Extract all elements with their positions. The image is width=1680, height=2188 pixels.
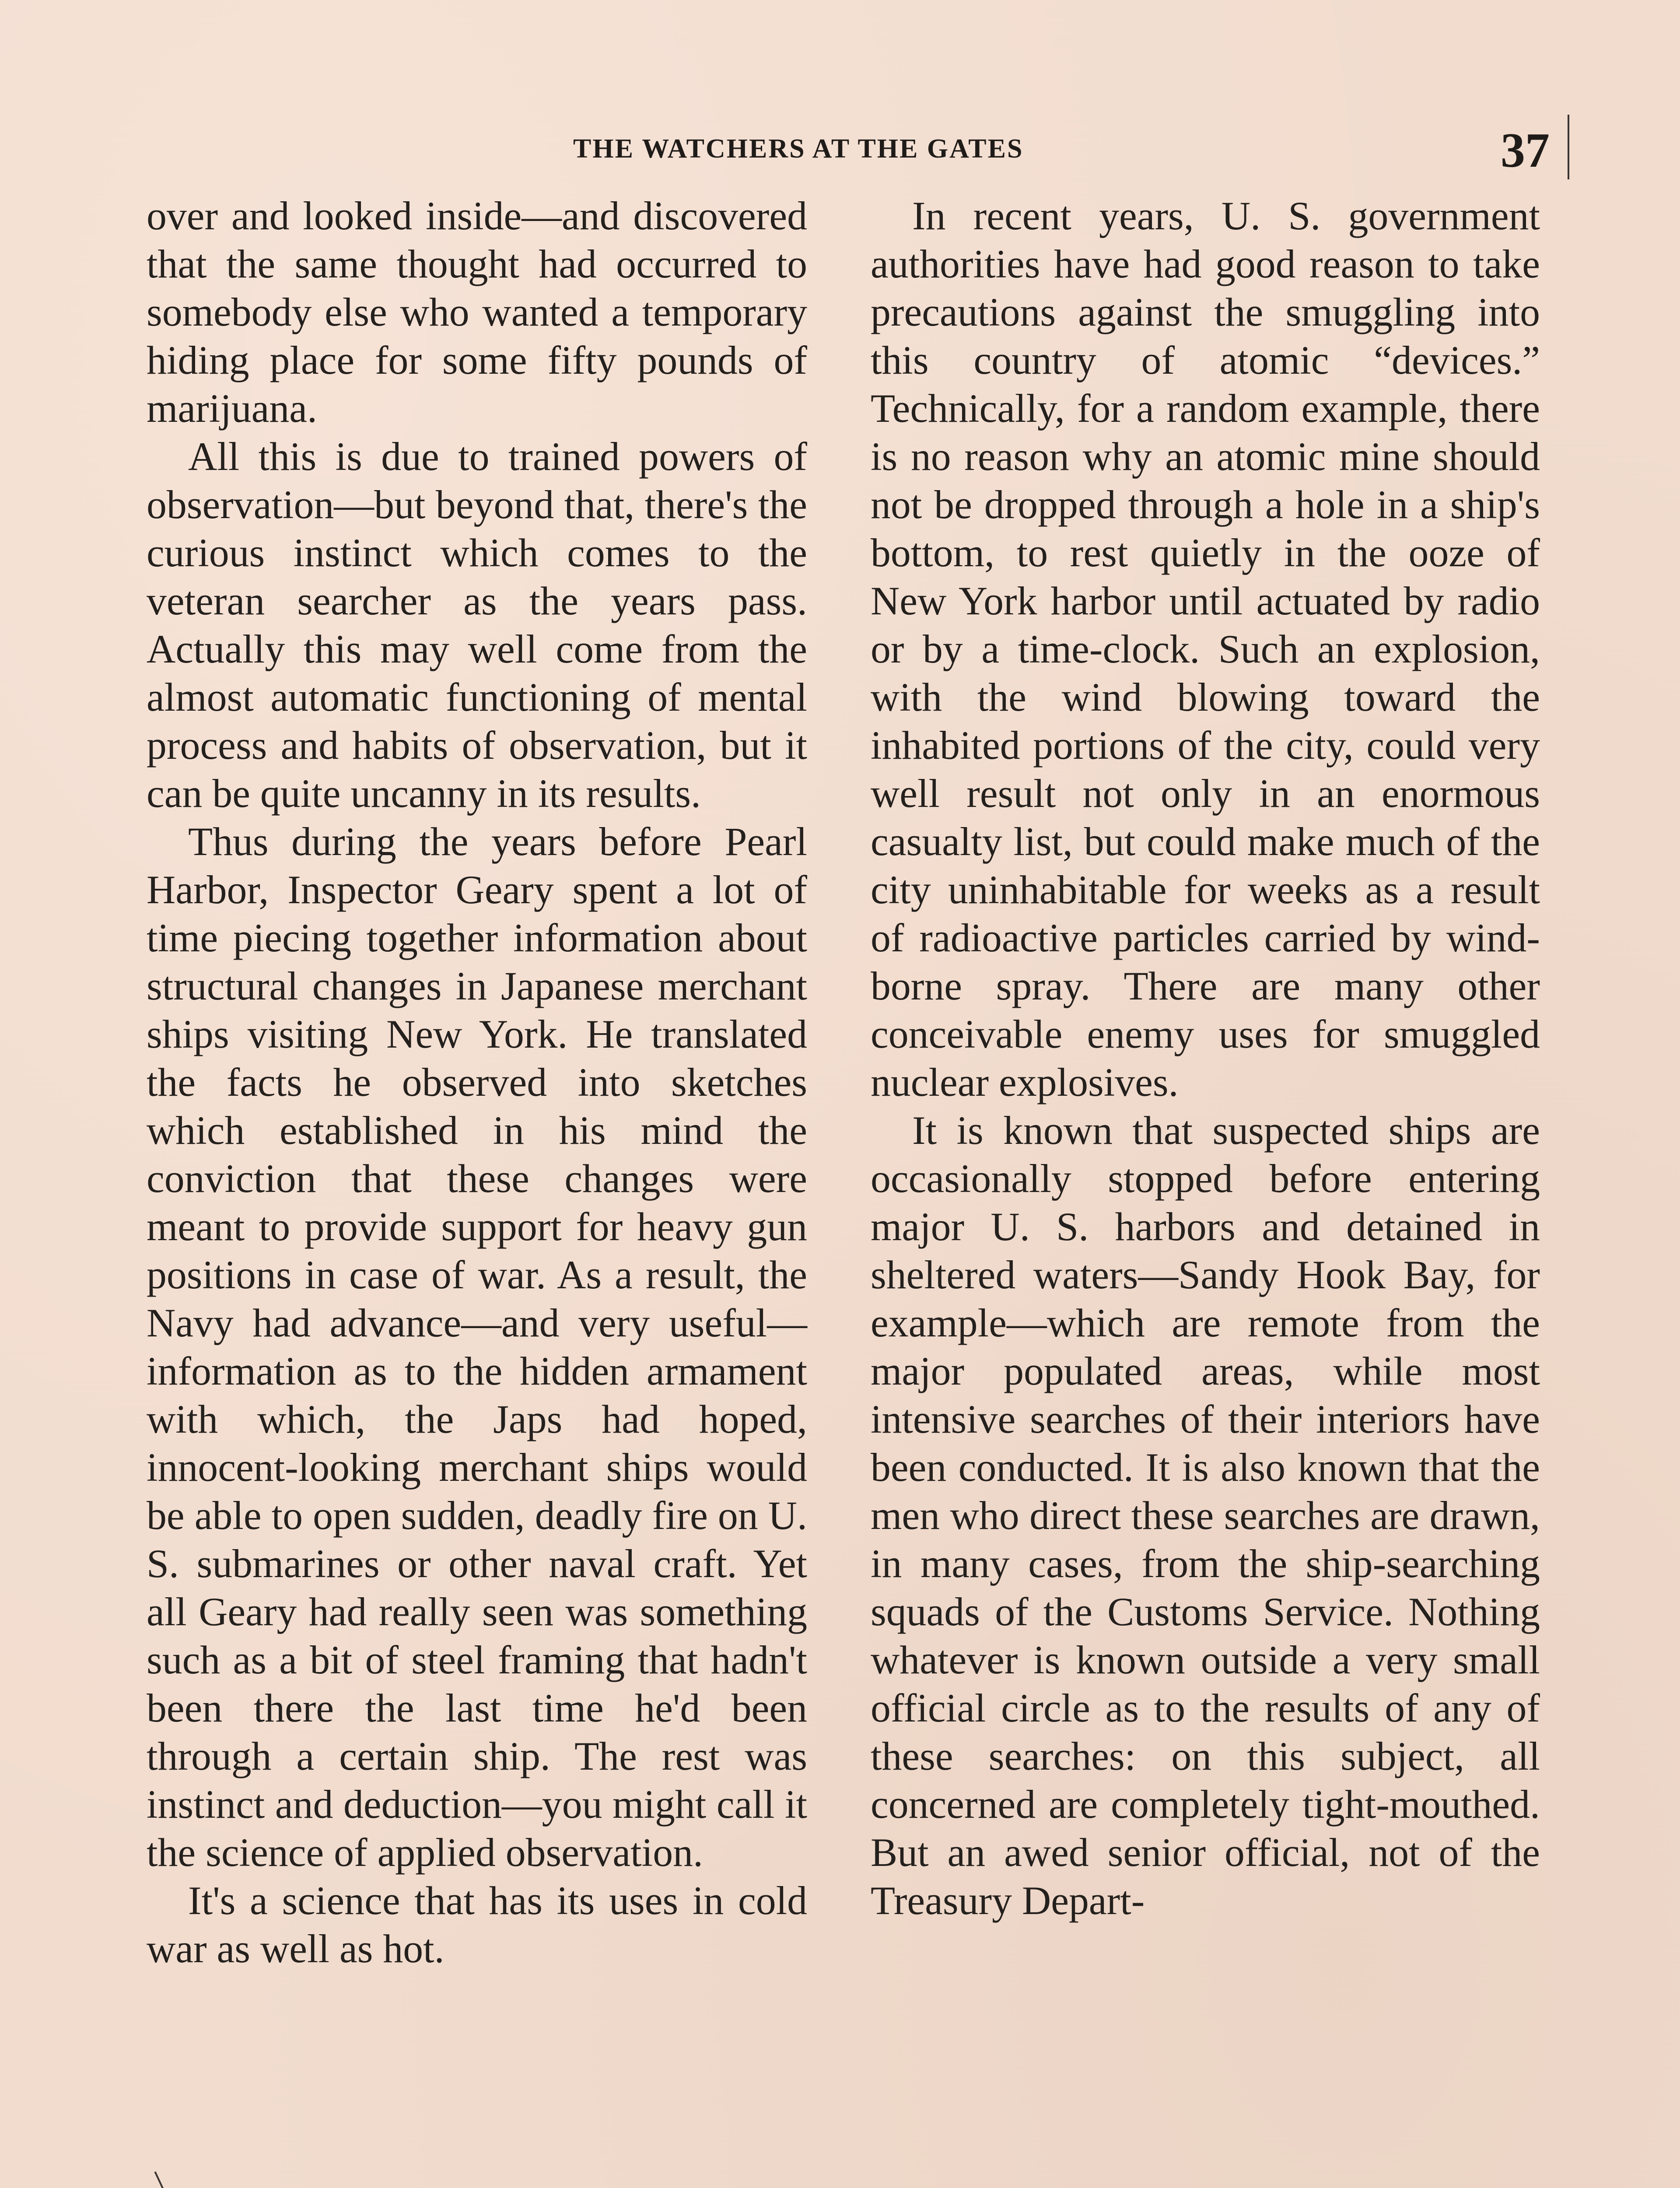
paragraph: It's a science that has its uses in cold war as well as hot. bbox=[147, 1878, 807, 1971]
paragraph: Thus during the years before Pearl Harbor, Inspector Geary spent a lot of time piecing together information about structural changes in Japanese merchant ships visiting New York. He translated the facts he observed into sketches which established in his mind the conviction that these changes were meant to provide support for heavy gun positions in case of war. As a result, the Navy had advance—and very useful—information as to the hidden armament with which, the Japs had hoped, innocent-looking merchant ships would be able to open sudden, deadly fire on U. S. submarines or other naval craft. Yet all Geary had really seen was something such as a bit of steel framing that hadn't been there the last time he'd been through a certain ship. The rest was instinct and deduction—you might call it the science of applied observation. bbox=[147, 819, 807, 1875]
paragraph: In recent years, U. S. government authorities have had good reason to take precautions against the smuggling into this country of atomic “devices.” Technically, for a random example, there is no reason why an atomic mine should not be dropped through a hole in a ship's bottom, to rest quietly in the ooze of New York harbor until actuated by radio or by a time-clock. Such an explosion, with the wind blowing toward the inhabited portions of the city, could very well result not only in an enormous casualty list, but could make much of the city uninhabitable for weeks as a result of radioactive particles carried by wind-borne spray. There are many other conceivable enemy uses for smuggled nuclear explosives. bbox=[871, 193, 1540, 1105]
right-column bbox=[871, 192, 1540, 1925]
page-number: 37 bbox=[1501, 123, 1550, 178]
paragraph: It is known that suspected ships are occasionally stopped before entering major U. S. harbors and detained in sheltered waters—Sandy Hook Bay, for example—which are remote from the major populated areas, while most intensive searches of their interiors have been conducted. It is also known that the men who direct these searches are drawn, in many cases, from the ship-searching squads of the Customs Service. Nothing whatever is known outside a very small official circle as to the results of any of these searches: on this subject, all concerned are completely tight-mouthed. But an awed senior official, not of the Treasury Depart- bbox=[871, 1108, 1540, 1923]
left-column bbox=[147, 192, 807, 1973]
paragraph: over and looked inside—and discovered that the same thought had occurred to somebody else who wanted a temporary hiding place for some fifty pounds of marijuana. bbox=[147, 193, 807, 431]
running-title: THE WATCHERS AT THE GATES bbox=[573, 134, 1024, 164]
pencil-mark bbox=[154, 2171, 167, 2188]
vertical-rule bbox=[1568, 115, 1569, 179]
paragraph: All this is due to trained powers of observation—but beyond that, there's the curious instinct which comes to the veteran searcher as the years pass. Actually this may well come from the almost automatic functioning of mental process and habits of observation, but it can be quite uncanny in its results. bbox=[147, 434, 807, 816]
